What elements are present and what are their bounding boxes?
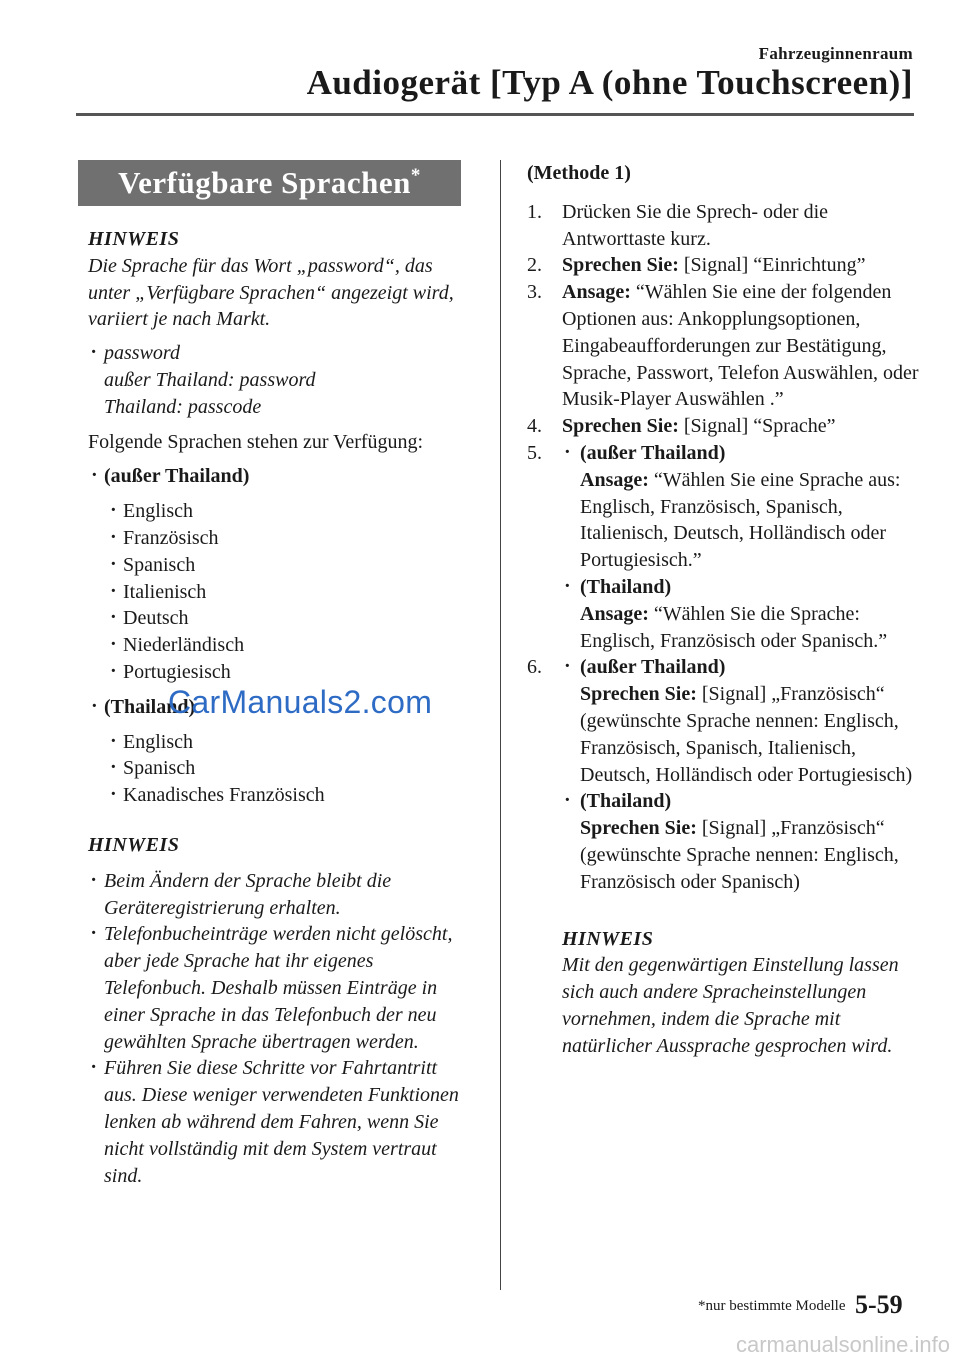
bullet-dot: · xyxy=(564,574,571,597)
note-bullet: · Telefonbucheinträge werden nicht gelöscht, aber jede Sprache hat ihr eigenes Telefonbuch. Deshalb müssen Einträge in einer Sprache in das Telefonbuch der neu gewählten Sprache übertragen werden. xyxy=(88,921,473,1055)
page-title: Audiogerät [Typ A (ohne Touchscreen)] xyxy=(306,63,913,102)
step-5-variant-heading xyxy=(527,574,927,601)
language-item: · Kanadisches Französisch xyxy=(88,782,473,809)
left-column xyxy=(88,160,473,1189)
method-heading: (Methode 1) xyxy=(527,162,631,184)
language-item: · Niederländisch xyxy=(88,632,473,659)
step-label: Ansage: xyxy=(580,602,649,625)
language-item: · Italienisch xyxy=(88,579,473,606)
footnote: *nur bestimmte Modelle xyxy=(698,1298,846,1314)
step-label: Sprechen Sie: xyxy=(562,254,679,277)
step-number: 2. xyxy=(527,254,542,277)
step-label: Sprechen Sie: xyxy=(580,683,697,706)
bullet-dot: · xyxy=(564,789,571,812)
language-item: · Spanisch xyxy=(88,755,473,782)
step-text: [Signal] “Sprache” xyxy=(678,415,836,438)
variant-heading: (außer Thailand) xyxy=(580,656,726,679)
header-rule xyxy=(76,113,914,116)
note-bullet: · password xyxy=(88,340,473,367)
step-4 xyxy=(527,413,927,440)
bullet-dot: · xyxy=(564,440,571,463)
group-heading: · (Thailand) xyxy=(88,694,473,721)
step-number: 5. xyxy=(527,441,542,464)
step-6-variant-text xyxy=(527,815,927,895)
variant-heading: (außer Thailand) xyxy=(580,441,726,464)
step-2 xyxy=(527,252,927,279)
language-item: · Deutsch xyxy=(88,605,473,632)
note-heading: HINWEIS xyxy=(562,927,654,950)
language-item: · Spanisch xyxy=(88,552,473,579)
step-5-variant-text xyxy=(527,601,927,655)
step-label: Ansage: xyxy=(580,468,649,491)
step-5-variant-text xyxy=(527,467,927,574)
group-heading: · (außer Thailand) xyxy=(88,463,473,490)
step-label: Sprechen Sie: xyxy=(562,415,679,438)
section-banner xyxy=(78,160,461,206)
step-text: “Wählen Sie die Sprache: Englisch, Französisch oder Spanisch.” xyxy=(580,602,888,652)
step-number: 1. xyxy=(527,200,542,223)
step-6-variant-heading xyxy=(527,654,927,681)
note-text: Die Sprache für das Wort „password“, das unter „Verfügbare Sprachen“ angezeigt wird, variiert je nach Markt. xyxy=(88,254,454,331)
step-number: 4. xyxy=(527,415,542,438)
note-heading: HINWEIS xyxy=(88,833,180,856)
step-6-variant-heading xyxy=(527,788,927,815)
bullet-dot: · xyxy=(564,655,571,678)
step-text: [Signal] „Französisch“ (gewünschte Sprache nennen: Englisch, Französisch, Spanisch, Italienisch, Deutsch, Holländisch oder Portugiesisch) xyxy=(580,683,913,786)
step-text: “Wählen Sie eine der folgenden Optionen aus: Ankopplungsoptionen, Eingabeaufforderungen zur Bestätigung, Sprache, Passwort, Telefon Auswählen, oder Musik-Player Auswählen .” xyxy=(562,281,919,411)
step-label: Ansage: xyxy=(562,281,631,304)
step-label: Sprechen Sie: xyxy=(580,817,697,840)
variant-heading: (Thailand) xyxy=(580,575,672,598)
language-item: · Englisch xyxy=(88,729,473,756)
watermark-text: CarManuals2.com xyxy=(168,684,433,720)
banner-footnote-mark: * xyxy=(410,165,421,186)
note-bullet: · Führen Sie diese Schritte vor Fahrtantritt aus. Diese weniger verwendeten Funktionen lenken ab während dem Fahren, wenn Sie nicht vollständig mit dem System vertraut sind. xyxy=(88,1055,473,1189)
variant-heading: (Thailand) xyxy=(580,790,672,813)
note-bullet: · Beim Ändern der Sprache bleibt die Geräteregistrierung erhalten. xyxy=(88,868,473,922)
step-text: [Signal] “Einrichtung” xyxy=(678,254,866,277)
banner-title: Verfügbare Sprachen xyxy=(118,165,411,200)
site-watermark: carmanualsonline.info xyxy=(735,1332,950,1357)
step-text: [Signal] „Französisch“ (gewünschte Sprache nennen: Englisch, Französisch oder Spanisch) xyxy=(580,817,899,893)
language-item: · Englisch xyxy=(88,498,473,525)
step-text: “Wählen Sie eine Sprache aus: Englisch, Französisch, Spanisch, Italienisch, Deutsch, Holländisch oder Portugiesisch.” xyxy=(580,468,901,572)
step-number: 6. xyxy=(527,656,542,679)
step-number: 3. xyxy=(527,281,542,304)
note-heading: HINWEIS xyxy=(88,228,180,250)
language-item: · Französisch xyxy=(88,525,473,552)
note-line: Thailand: passcode xyxy=(104,395,262,418)
page-number: 5-59 xyxy=(855,1290,903,1319)
note-text: Mit den gegenwärtigen Einstellung lassen sich auch andere Spracheinstellungen vornehmen, indem die Sprache mit natürlicher Aussprache gesprochen wird. xyxy=(562,954,899,1057)
intro-text: Folgende Sprachen stehen zur Verfügung: xyxy=(88,430,424,453)
language-item: · Portugiesisch xyxy=(88,659,473,686)
step-1 xyxy=(527,199,927,253)
column-divider xyxy=(500,160,501,1290)
note-line: außer Thailand: password xyxy=(104,368,316,391)
step-3 xyxy=(527,279,927,413)
section-label: Fahrzeuginnenraum xyxy=(758,44,913,63)
step-5-variant-heading xyxy=(527,440,927,467)
step-text: Drücken Sie die Sprech- oder die Antworttaste kurz. xyxy=(562,200,829,250)
step-6-variant-text xyxy=(527,681,927,788)
right-column xyxy=(527,160,927,1060)
